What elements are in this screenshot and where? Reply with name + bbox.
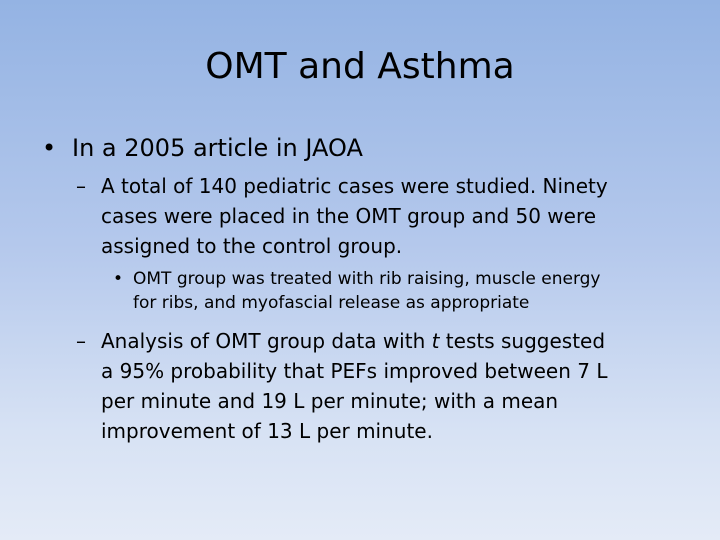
- dash-marker: –: [76, 329, 86, 353]
- dash-marker: –: [76, 174, 86, 198]
- sub-bullet-2: [76, 326, 676, 446]
- sub-sub-bullet-1: [113, 267, 693, 315]
- sub-sub-bullet-text: OMT group was treated with rib raising, muscle energy for ribs, and myofascial release as appropriate: [133, 269, 601, 313]
- sub-bullet-text: A total of 140 pediatric cases were studied. Ninety cases were placed in the OMT group and 50 were assigned to the control group.: [101, 174, 608, 258]
- bullet-marker: •: [113, 269, 124, 289]
- slide-title: OMT and Asthma: [205, 46, 515, 87]
- bullet-text: In a 2005 article in JAOA: [72, 134, 363, 162]
- sub-bullet-1: [76, 171, 676, 261]
- italic-t: t: [431, 329, 440, 353]
- text-part: Analysis of OMT group data with: [101, 329, 432, 353]
- bullet-marker: •: [42, 134, 57, 162]
- text-part: tests suggested a 95% probability that PEFs improved between 7 L per minute and 19 L per minute; with a mean improvement of 13 L per minute.: [101, 329, 608, 443]
- sub-bullet-text: [76, 326, 676, 446]
- bullet-level1: [42, 131, 363, 165]
